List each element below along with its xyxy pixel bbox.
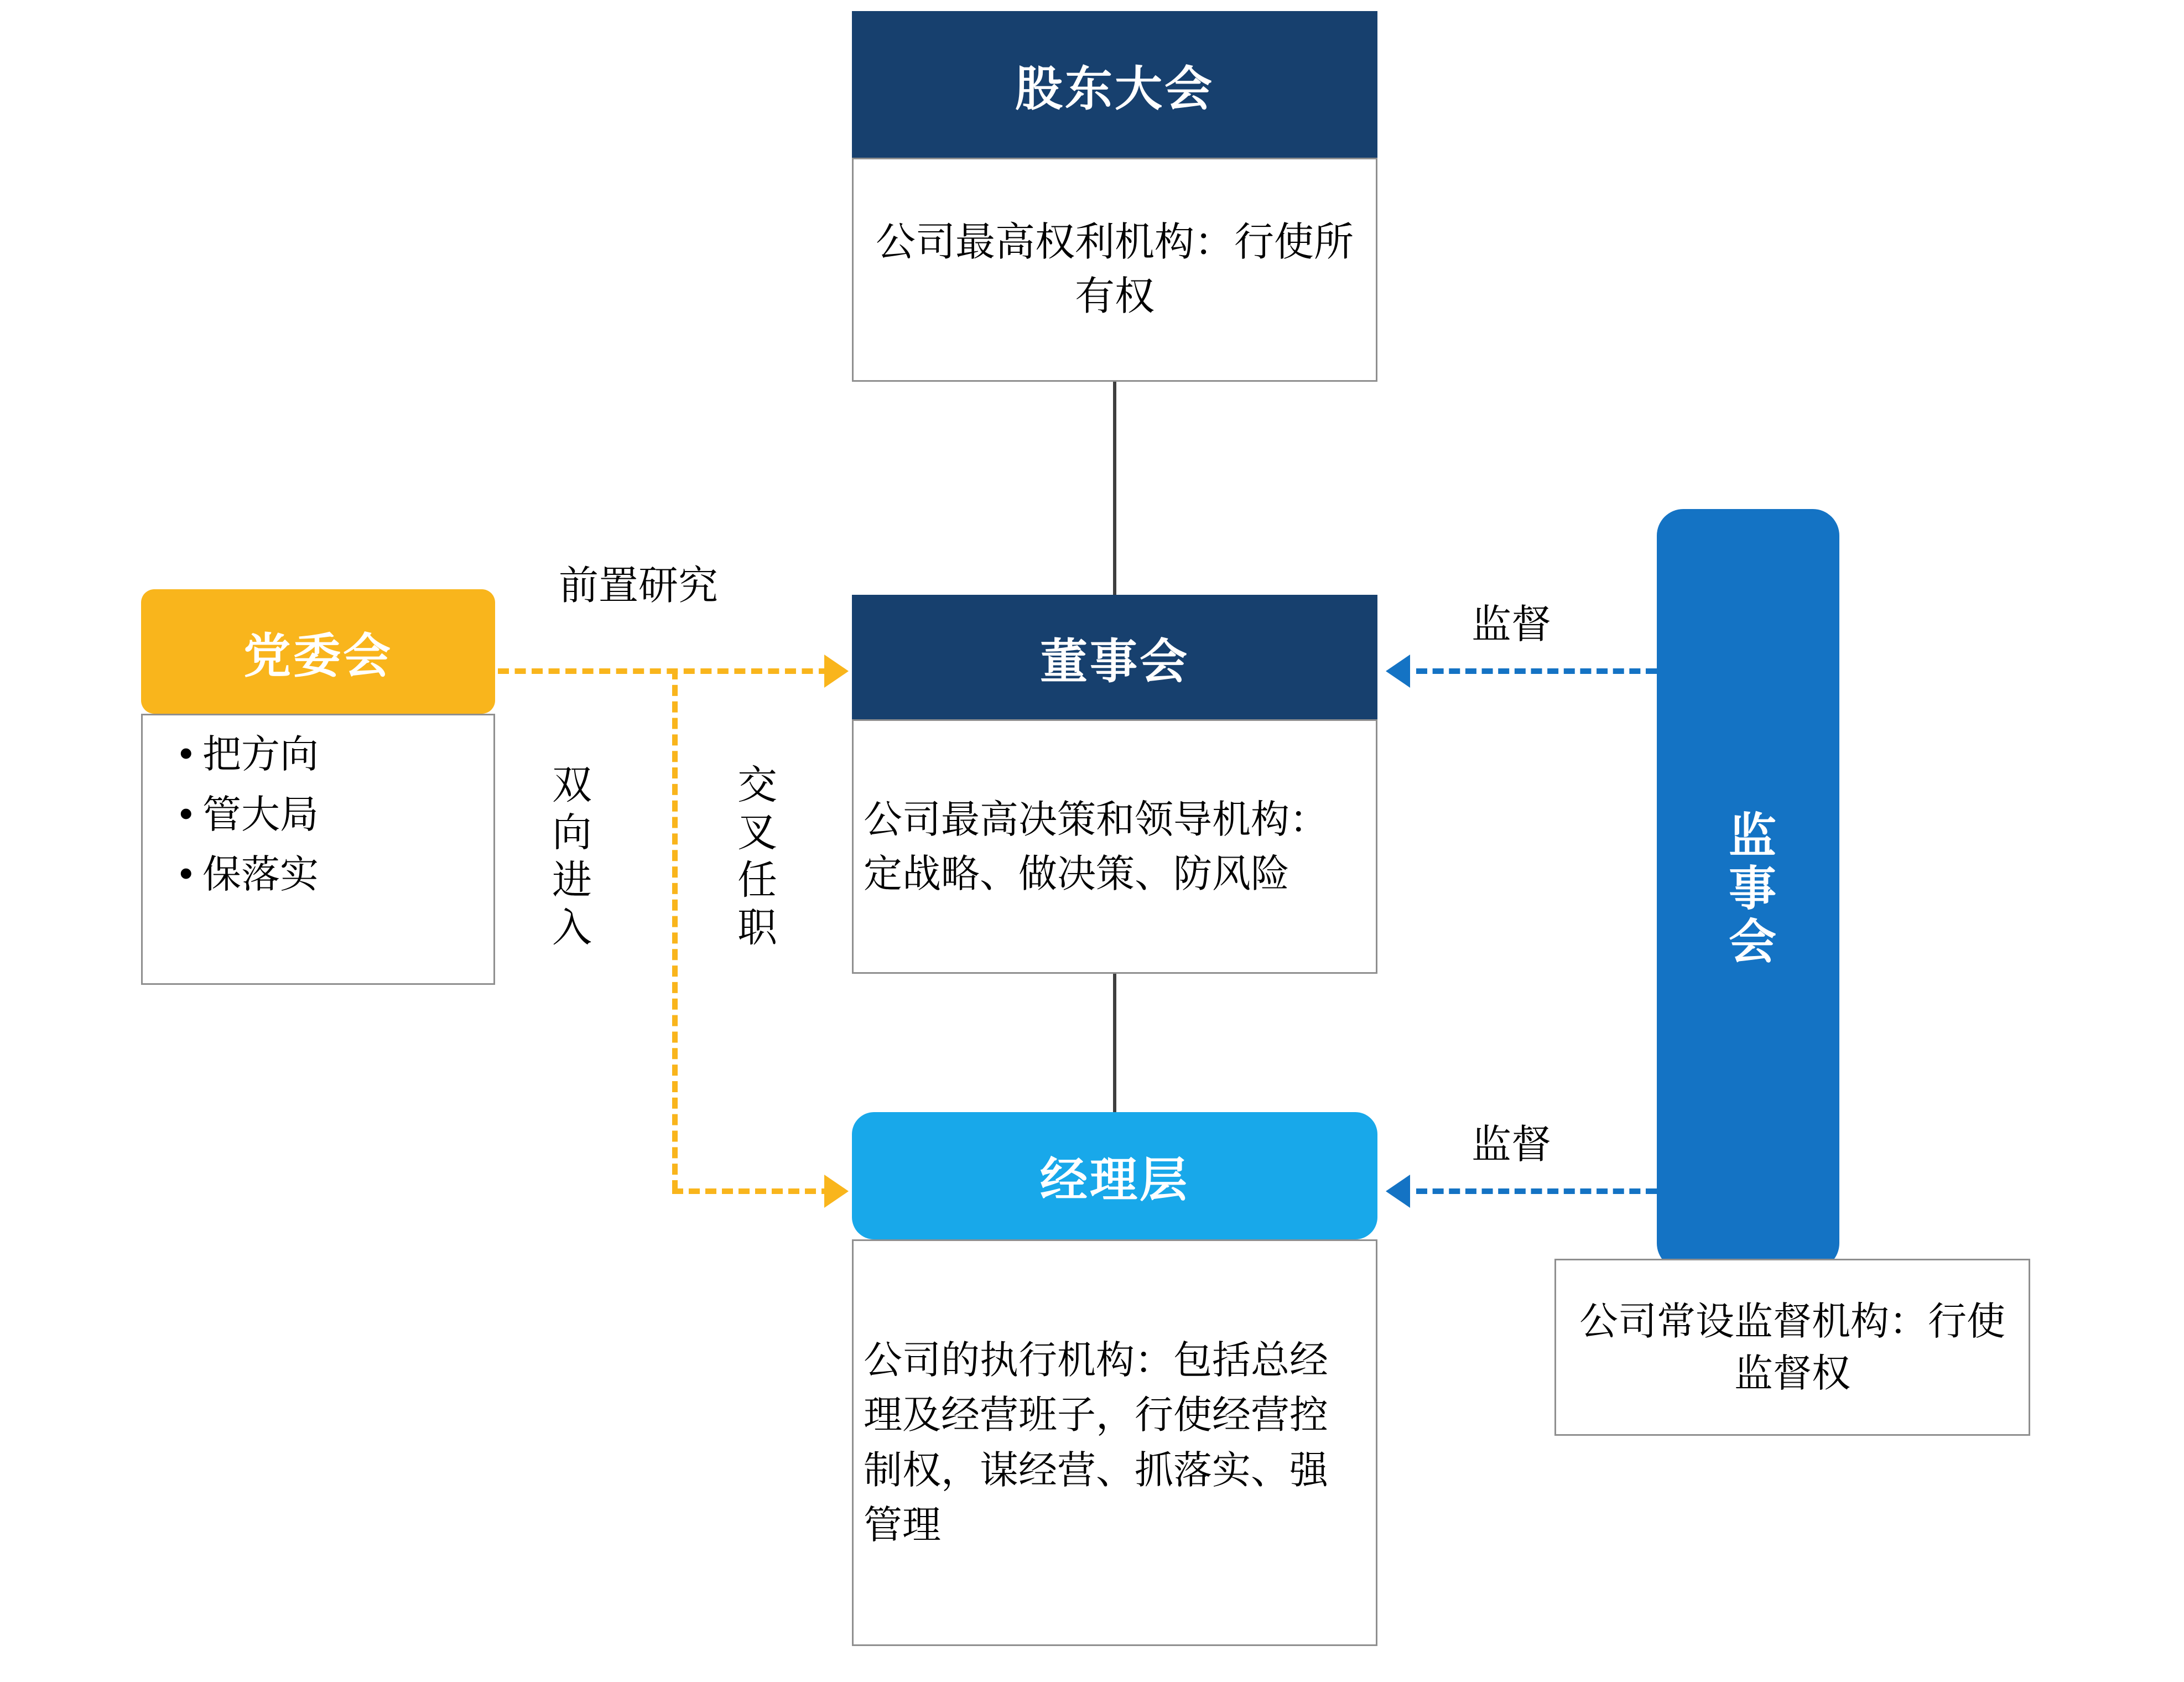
edge-label-supervise-board: 监督 xyxy=(1471,603,1552,647)
connector-party-to-management xyxy=(672,1188,833,1194)
edge-label-supervise-management: 监督 xyxy=(1471,1123,1552,1167)
edge-label-cross-appointment: 交叉任职 xyxy=(731,764,776,954)
connector-party-to-board xyxy=(498,668,830,674)
management-layer-description: 公司的执行机构：包括总经理及经营班子，行使经营控制权，谋经营、抓落实、强管理 xyxy=(852,1239,1377,1646)
node-management-layer xyxy=(852,1112,1377,1646)
connector-party-branch-vertical xyxy=(672,668,678,1191)
supervisory-board-description: 公司常设监督机构：行使监督权 xyxy=(1554,1259,2030,1436)
node-party-committee xyxy=(141,589,495,985)
node-supervisory-board xyxy=(1657,509,1839,1270)
list-item: • 保落实 xyxy=(202,844,493,905)
shareholders-meeting-title: 股东大会 xyxy=(852,11,1377,158)
supervisory-board-title: 监事会 xyxy=(1657,509,1839,1270)
connector-supervisors-to-management xyxy=(1416,1188,1657,1194)
list-item: • 把方向 xyxy=(202,724,493,785)
party-committee-duties xyxy=(141,714,495,985)
shareholders-meeting-description: 公司最高权利机构：行使所有权 xyxy=(852,158,1377,382)
connector-supervisors-to-board xyxy=(1416,668,1657,674)
arrowhead-supervisors-to-management xyxy=(1386,1175,1410,1208)
party-committee-duty-list xyxy=(176,724,493,905)
party-committee-title: 党委会 xyxy=(141,589,495,714)
arrowhead-supervisors-to-board xyxy=(1386,655,1410,688)
connector-board-to-management xyxy=(1113,974,1116,1112)
list-item: • 管大局 xyxy=(202,785,493,845)
board-of-directors-title: 董事会 xyxy=(852,595,1377,719)
node-shareholders-meeting xyxy=(852,11,1377,382)
node-board-of-directors xyxy=(852,595,1377,974)
edge-label-pre-research: 前置研究 xyxy=(559,564,719,608)
edge-label-two-way-entry: 双向进入 xyxy=(546,764,590,954)
arrowhead-party-to-management xyxy=(824,1175,849,1208)
connector-shareholders-to-board xyxy=(1113,382,1116,595)
arrowhead-party-to-board xyxy=(824,655,849,688)
management-layer-title: 经理层 xyxy=(852,1112,1377,1239)
board-of-directors-description: 公司最高决策和领导机构：定战略、做决策、防风险 xyxy=(852,719,1377,974)
